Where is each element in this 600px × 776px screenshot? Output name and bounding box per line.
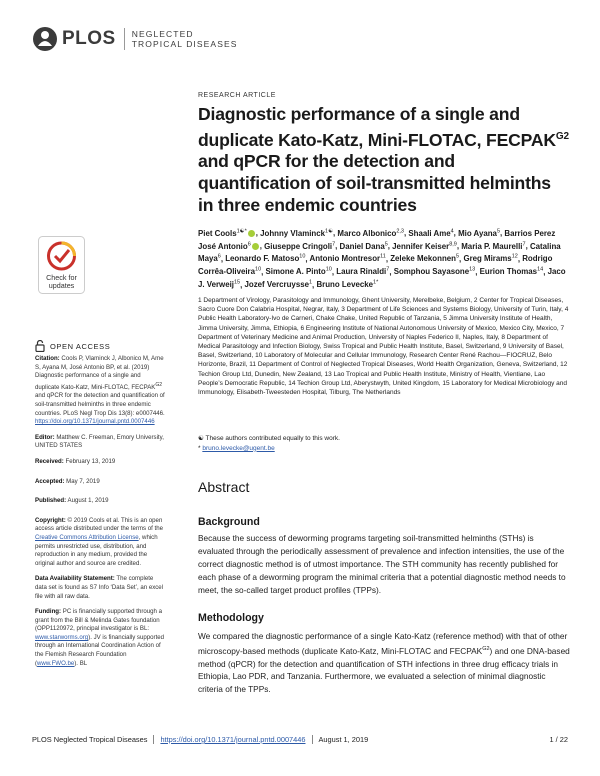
footer-separator bbox=[153, 735, 154, 744]
author-name[interactable]: Laura Rinaldi$^7$ bbox=[336, 266, 390, 277]
published-date: August 1, 2019 bbox=[67, 497, 109, 505]
open-access-label bbox=[35, 340, 110, 352]
author-name[interactable]: Barrios Perez José Antonio$^6$ bbox=[198, 228, 556, 251]
author-name[interactable]: Maria P. Maurelli$^7$ bbox=[461, 240, 526, 251]
check-updates-line2: updates bbox=[48, 281, 75, 290]
footer-doi-link[interactable]: https://doi.org/10.1371/journal.pntd.0007446 bbox=[160, 735, 306, 744]
methodology-sup: G2 bbox=[482, 645, 490, 652]
page-footer bbox=[32, 735, 568, 744]
author-name[interactable]: Jozef Vercruysse$^1$ bbox=[244, 279, 313, 290]
author-name[interactable]: Simone A. Pinto$^{10}$ bbox=[265, 266, 332, 277]
article-title bbox=[198, 104, 570, 216]
citation-doi-link[interactable]: https://doi.org/10.1371/journal.pntd.0007446 bbox=[35, 418, 155, 426]
author-name[interactable]: Greg Mirams$^{12}$ bbox=[463, 253, 518, 264]
author-name[interactable]: Antonio Montresor$^{11}$ bbox=[309, 253, 386, 264]
journal-header bbox=[32, 26, 238, 52]
orcid-icon[interactable] bbox=[248, 230, 255, 237]
abstract-heading: Abstract bbox=[198, 479, 250, 495]
accepted-label: Accepted: bbox=[35, 477, 65, 485]
funding bbox=[35, 608, 165, 668]
copyright-text: © 2019 Cools et al. This is an open access article distributed under the terms of the bbox=[35, 516, 164, 533]
author-name[interactable]: Jaco J. Verweij$^{15}$ bbox=[198, 267, 566, 290]
methodology-text-2: ) and one DNA-based method (qPCR) for the detection and quantification of STH infections in three drug efficacy trials in Ethiopia, Lao PDR, and Tanzania. Furthermore, we evaluated a selection of minimal diagnostic criteria of the TPPs. bbox=[198, 645, 570, 695]
citation bbox=[35, 355, 165, 427]
title-sup: G2 bbox=[555, 130, 569, 142]
funding-label: Funding: bbox=[35, 608, 62, 616]
author-name[interactable]: Jennifer Keiser$^{8,9}$ bbox=[392, 240, 457, 251]
data-availability bbox=[35, 575, 165, 601]
author-list: Piet Cools$^{1☯*}$ , Johnny Vlaminck$^{1☯}$, Marco Albonico$^{2,3}$, Shaali Ame$^4$, Mio Ayana$^5$, Barrios Perez José Antonio$^6$ , Giuseppe Cringoli$^7$, Daniel Dana$^5$, Jennifer Keiser$^{8,9}$, Maria P. Maurelli$^7$, Catalina Maya$^6$, Leonardo F. Matoso$^{10}$, Antonio Montresor$^{11}$, Zeleke Mekonnen$^5$, Greg Mirams$^{12}$, Rodrigo Corrêa-Oliveira$^{10}$, Simone A. Pinto$^{10}$, Laura Rinaldi$^7$, Somphou Sayasone$^{13}$, Eurion Thomas$^{14}$, Jaco J. Verweij$^{15}$, Jozef Vercruysse$^1$, Bruno Levecke$^{1*}$ bbox=[198, 228, 566, 290]
journal-subtitle-line2: TROPICAL DISEASES bbox=[131, 39, 238, 49]
orcid-icon[interactable] bbox=[252, 243, 259, 250]
license-link[interactable]: Creative Commons Attribution License bbox=[35, 533, 139, 541]
published bbox=[35, 497, 165, 506]
published-label: Published: bbox=[35, 497, 67, 505]
author-name[interactable]: Johnny Vlaminck$^{1☯}$ bbox=[260, 228, 334, 238]
editor-label: Editor: bbox=[35, 433, 55, 441]
article-metadata bbox=[35, 355, 165, 675]
starworms-link[interactable]: www.starworms.org bbox=[35, 633, 89, 641]
author-name[interactable]: Marco Albonico$^{2,3}$ bbox=[337, 228, 404, 238]
citation-text: Cools P, Vlaminck J, Albonico M, Ame S, Ayana M, José Antonio BP, et al. (2019) Diagnostic performance of a single and duplicate Kato-Katz, Mini-FLOTAC, FECPAK bbox=[35, 355, 164, 391]
affiliations: 1 Department of Virology, Parasitology and Immunology, Ghent University, Merelbeke, Belgium, 2 Center for Tropical Diseases, Sacro Cuore Don Calabria Hospital, Negrar, Italy, 3 Department of Life Sciences and Systems Biology, University of Turin, Italy, 4 Public Health Laboratory-Ivo de Carneri, Chake Chake, United Republic of Tanzania, 5 Jimma University Institute of Health, Jimma University, Jimma, Ethiopia, 6 Engineering Institute of National Autonomous University of Mexico, Mexico City, Mexico, 7 Department of Veterinary Medicine and Animal Production, University of Naples Federico II, Naples, Italy, 8 Department of Medical Parasitology and Infection Biology, Swiss Tropical and Public Health Institute, Basel, Switzerland, 9 University of Basel, Basel, Switzerland, 10 Laboratory of Molecular and Cellular Immunology, Research Center René Rachou—FIOCRUZ, Belo Horizonte, Brazil, 11 Department of Control of Neglected Tropical Diseases, World Health Organization, Geneva, Switzerland, 12 Techion Group Ltd, Dunedin, New Zealand, 13 Lao Tropical and Public Health Institute, Ministry of Health, Vientiane, Lao People’s Democratic Republic, 14 Techion Group Ltd, Aberystwyth, United Kingdom, 15 Laboratory for Medical Microbiology and Immunology, Elisabeth-Tweesteden Hospital, Tilburg, The Netherlands bbox=[198, 297, 569, 397]
methodology-text bbox=[198, 630, 570, 696]
author-notes bbox=[198, 434, 570, 453]
open-lock-icon bbox=[35, 340, 45, 352]
data-availability-text: The complete data set is found as S7 Info ‘Data Set’, an excel file with all raw data. bbox=[35, 575, 164, 600]
methodology-text-1: We compared the diagnostic performance of a single Kato-Katz (reference method) with that of other microscopy-based methods (duplicate Kato-Katz, Mini-FLOTAC and FECPAK bbox=[198, 631, 568, 656]
methodology-heading: Methodology bbox=[198, 612, 264, 624]
footer-date: August 1, 2019 bbox=[318, 735, 369, 744]
check-updates-line1: Check for bbox=[46, 273, 77, 282]
footer-separator bbox=[312, 735, 313, 744]
article-type: RESEARCH ARTICLE bbox=[198, 92, 276, 99]
corresponding-author bbox=[198, 444, 570, 454]
author-name[interactable]: Catalina Maya$^6$ bbox=[198, 241, 561, 264]
author-name[interactable]: Piet Cools$^{1☯*}$ bbox=[198, 229, 256, 238]
data-availability-label: Data Availability Statement: bbox=[35, 575, 115, 583]
received bbox=[35, 458, 165, 467]
logo-divider bbox=[124, 28, 125, 50]
author-name[interactable]: Eurion Thomas$^{14}$ bbox=[479, 266, 544, 277]
received-label: Received: bbox=[35, 457, 64, 465]
title-end: and qPCR for the detection and quantification of soil-transmitted helminths in three endemic countries bbox=[198, 151, 551, 215]
plos-logo-icon bbox=[32, 26, 58, 52]
background-heading: Background bbox=[198, 516, 260, 528]
author-name[interactable]: Giuseppe Cringoli$^7$ bbox=[264, 240, 336, 251]
fwo-link[interactable]: www.FWO.be bbox=[37, 659, 75, 667]
page-number: 1 / 22 bbox=[549, 735, 568, 744]
copyright bbox=[35, 517, 165, 569]
title-main: Diagnostic performance of a single and duplicate Kato-Katz, Mini-FLOTAC, FECPAK bbox=[198, 104, 556, 150]
editor-text: Matthew C. Freeman, Emory University, UNITED STATES bbox=[35, 433, 164, 450]
copyright-label: Copyright: bbox=[35, 516, 66, 524]
author-name[interactable]: Mio Ayana$^5$ bbox=[458, 228, 500, 238]
author-name[interactable]: Leonardo F. Matoso$^{10}$ bbox=[225, 253, 306, 264]
accepted-date: May 7, 2019 bbox=[66, 477, 100, 485]
corresponding-star: * bbox=[198, 444, 201, 452]
plos-logo-text: PLOS bbox=[62, 28, 116, 49]
footer-journal: PLOS Neglected Tropical Diseases bbox=[32, 735, 148, 744]
accepted bbox=[35, 478, 165, 487]
check-for-updates-badge[interactable] bbox=[38, 236, 85, 294]
citation-text-2: and qPCR for the detection and quantification of soil-transmitted helminths in three endemic countries. PLoS Negl Trop Dis 13(8): e0007446. bbox=[35, 392, 165, 417]
journal-subtitle bbox=[132, 29, 238, 49]
corresponding-email-link[interactable]: bruno.levecke@ugent.be bbox=[202, 444, 275, 452]
author-name[interactable]: Rodrigo Corrêa-Oliveira$^{10}$ bbox=[198, 254, 553, 277]
funding-text: PC is financially supported through a grant from the Bill & Melinda Gates foundation (OPP1120972, principal investigator is BL: bbox=[35, 608, 163, 633]
open-access-text: OPEN ACCESS bbox=[50, 341, 111, 351]
citation-sup: G2 bbox=[155, 381, 163, 388]
received-date: February 13, 2019 bbox=[65, 457, 116, 465]
funding-text-3: ). BL bbox=[74, 659, 88, 667]
author-name[interactable]: Shaali Ame$^4$ bbox=[408, 228, 454, 238]
equal-contribution-note: ☯ These authors contributed equally to this work. bbox=[198, 435, 340, 442]
citation-label: Citation: bbox=[35, 355, 60, 362]
background-text: Because the success of deworming programs targeting soil-transmitted helminths (STHs) is evaluated through the periodically assessment of prevalence and infection intensities, the use of the correct diagnostic method is of utmost importance. The STH community has recently published for each phase of a deworming program the minimal criteria that a potential diagnostic method needs to meet, the so-called target product profiles (TPPs). bbox=[198, 533, 566, 595]
author-name[interactable]: Daniel Dana$^5$ bbox=[339, 240, 388, 251]
journal-subtitle-line1: NEGLECTED bbox=[131, 29, 194, 39]
author-name[interactable]: Somphou Sayasone$^{13}$ bbox=[393, 266, 476, 277]
copyright-text-2: , which permits unrestricted use, distribution, and reproduction in any medium, provided the original author and source are credited. bbox=[35, 533, 158, 567]
author-name[interactable]: Bruno Levecke$^{1*}$ bbox=[316, 279, 379, 290]
author-name[interactable]: Zeleke Mekonnen$^5$ bbox=[390, 253, 460, 264]
editor bbox=[35, 434, 165, 451]
funding-text-2: ). JV is financially supported through an International Coordination Action of the Flemish Research Foundation ( bbox=[35, 633, 165, 667]
